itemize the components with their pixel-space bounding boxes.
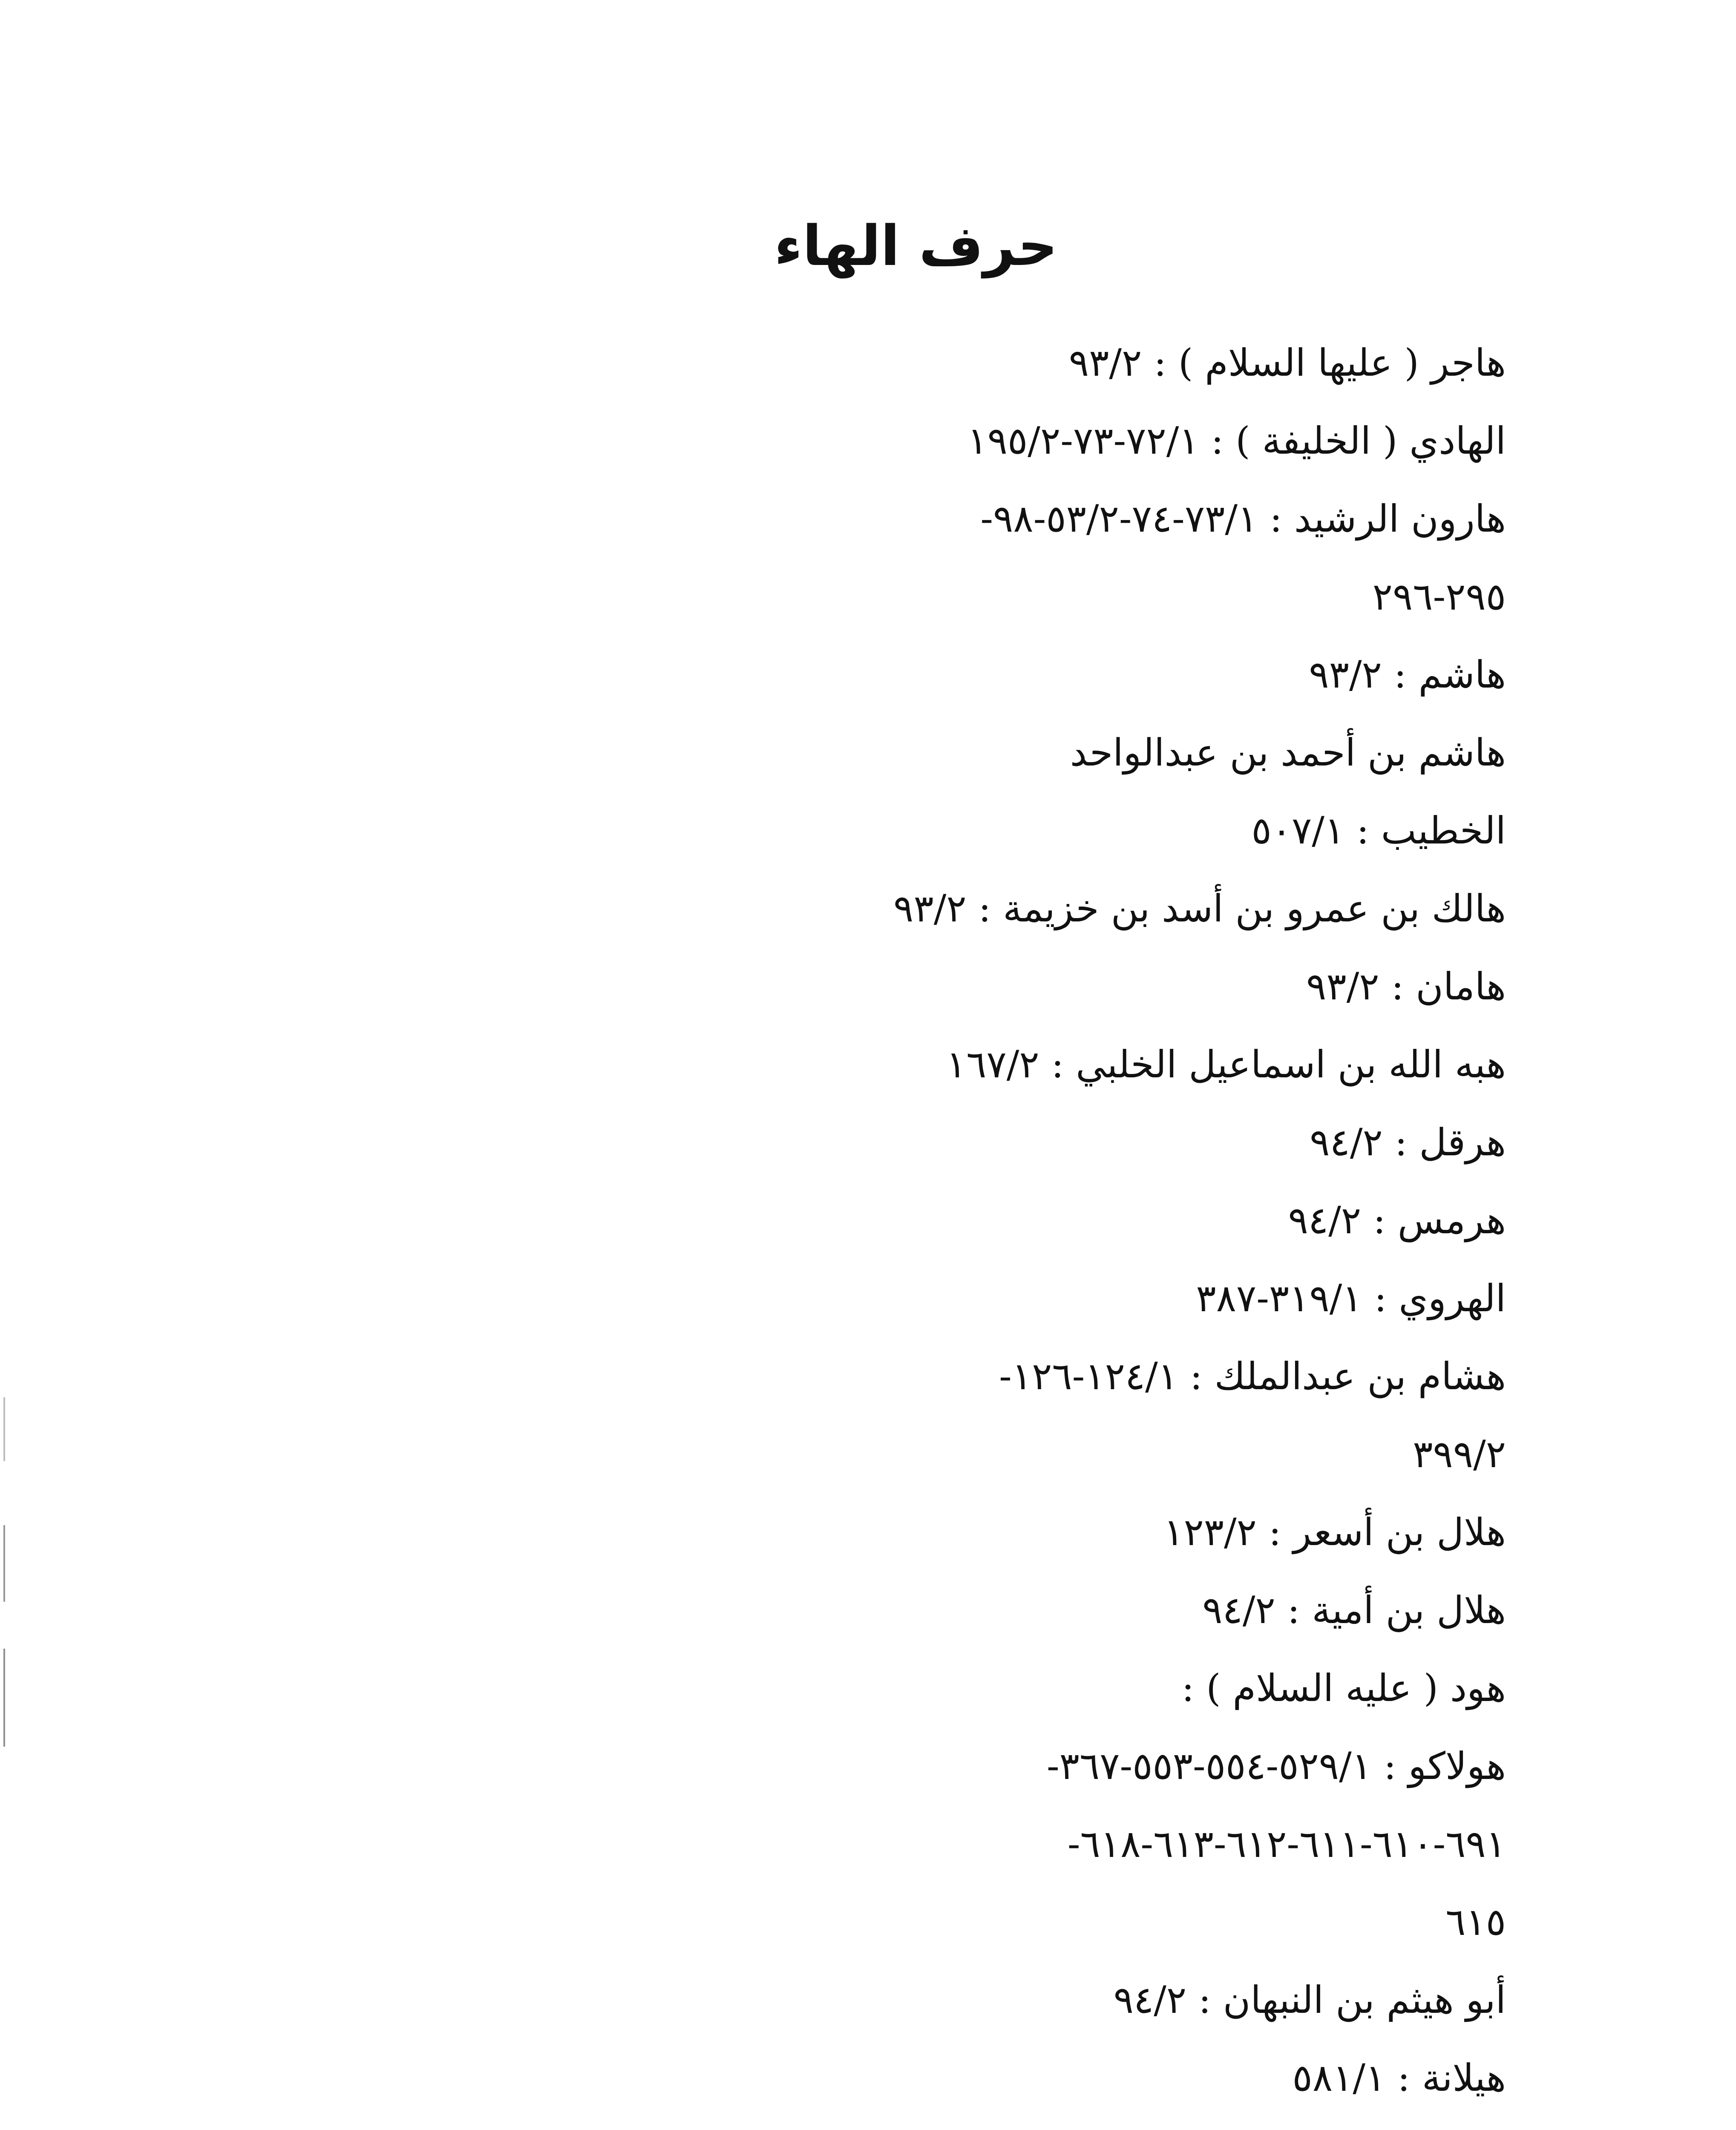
index-entry: هامان : ٩٣/٢: [1306, 964, 1506, 1008]
index-entry: هرقل : ٩٤/٢: [1310, 1120, 1506, 1164]
index-entry: أبو هيثم بن النبهان : ٩٤/٢: [1113, 1978, 1506, 2022]
index-entry: هشام بن عبدالملك : ١٢٤/١-١٢٦-: [999, 1354, 1506, 1398]
index-entry: هولاكو : ٥٢٩/١-٥٥٤-٥٥٣-٣٦٧-: [1046, 1744, 1506, 1788]
scan-margin-mark: [3, 1649, 5, 1747]
scan-margin-mark: [3, 1525, 5, 1602]
index-entry: ٦٩١-٦١٠-٦١١-٦١٢-٦١٣-٦١٨-: [1067, 1822, 1506, 1866]
index-entry: هرمس : ٩٤/٢: [1288, 1198, 1506, 1242]
index-entry: الهادي ( الخليفة ) : ٧٢/١-٧٣-١٩٥/٢: [967, 419, 1506, 463]
index-entry: هالك بن عمرو بن أسد بن خزيمة : ٩٣/٢: [893, 887, 1506, 930]
scan-margin-mark: [3, 1397, 5, 1461]
index-entry: هاشم : ٩٣/٢: [1309, 653, 1506, 697]
page-title: حرف الهاء: [774, 213, 1058, 279]
index-entry: ٣٩٩/٢: [1413, 1432, 1506, 1476]
index-entry: هلال بن أسعر : ١٢٣/٢: [1163, 1510, 1506, 1554]
index-entry: هارون الرشيد : ٧٣/١-٧٤-٥٣/٢-٩٨-: [980, 497, 1506, 541]
index-entry: ٦١٥: [1445, 1900, 1506, 1944]
index-entry: هبه الله بن اسماعيل الخلبي : ١٦٧/٢: [946, 1042, 1506, 1086]
index-list: [697, 324, 1506, 2117]
index-entry: هلال بن أمية : ٩٤/٢: [1202, 1588, 1506, 1632]
index-entry: هاشم بن أحمد بن عبدالواحد: [1070, 731, 1506, 774]
index-entry: ٢٩٥-٢٩٦: [1372, 575, 1506, 619]
index-entry: هود ( عليه السلام ) :: [1181, 1666, 1506, 1710]
index-entry: الخطيب : ٥٠٧/١: [1251, 809, 1506, 852]
index-entry: الهروي : ٣١٩/١-٣٨٧: [1196, 1276, 1506, 1320]
index-entry: هاجر ( عليها السلام ) : ٩٣/٢: [1068, 341, 1506, 385]
index-entry: هيلانة : ٥٨١/١: [1292, 2056, 1506, 2100]
